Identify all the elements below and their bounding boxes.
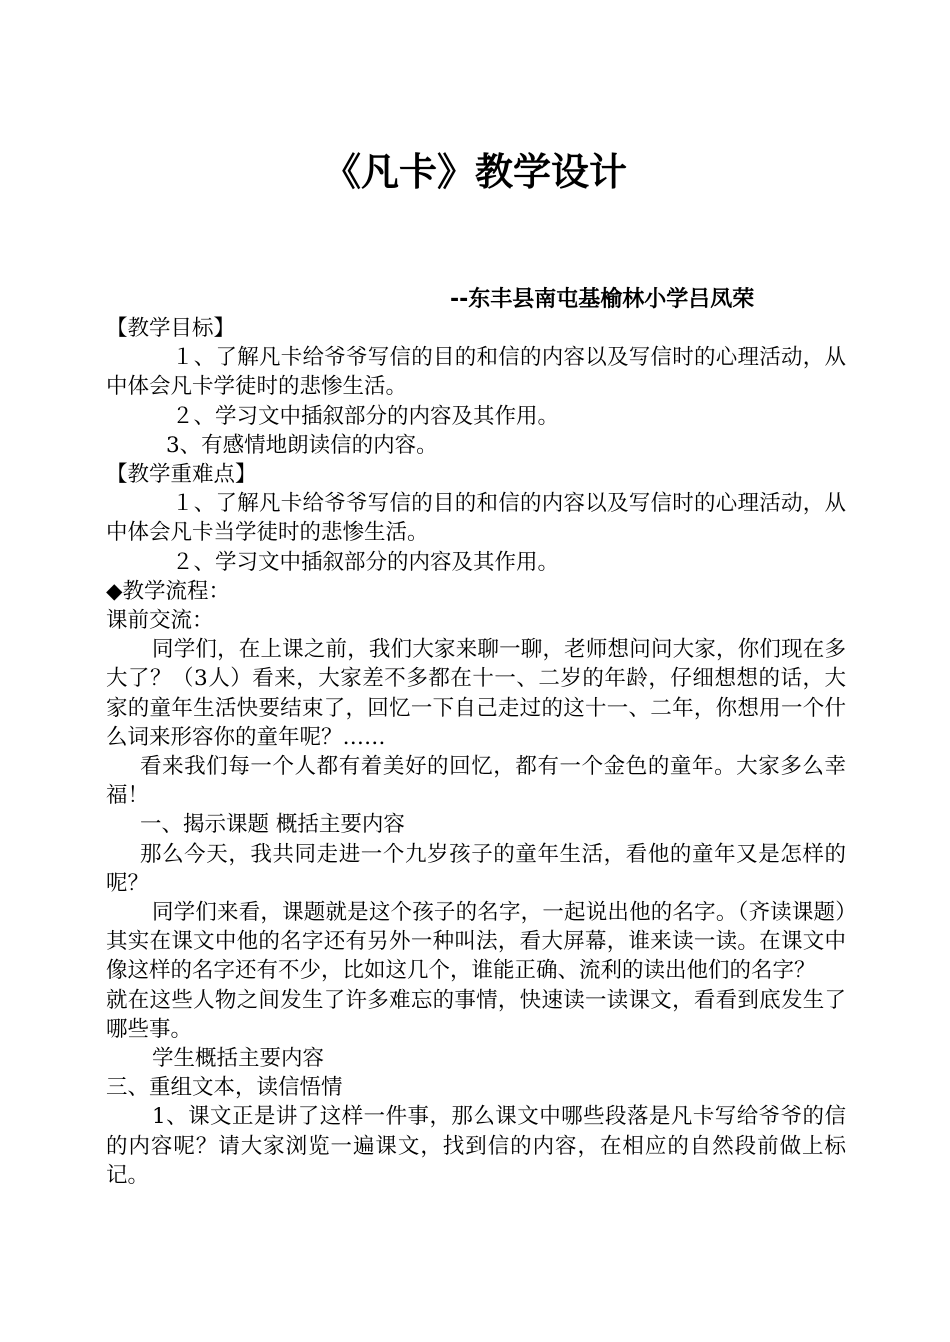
paragraph: 就在这些人物之间发生了许多难忘的事情，快速读一读课文，看看到底发生了哪些事。	[106, 987, 846, 1042]
goal-item-3: 3、有感情地朗读信的内容。	[166, 432, 438, 458]
author-byline: --东丰县南屯基榆林小学吕凤荣	[450, 287, 755, 312]
heading-key-points: 【教学重难点】	[106, 462, 257, 488]
paragraph: 那么今天，我共同走进一个九岁孩子的童年生活，看他的童年又是怎样的呢？	[106, 841, 846, 896]
paragraph: 学生概括主要内容	[152, 1046, 325, 1072]
heading-pre-class: 课前交流：	[106, 608, 214, 634]
paragraph: 看来我们每一个人都有着美好的回忆，都有一个金色的童年。大家多么幸福！	[106, 754, 846, 809]
section-heading-3: 三、重组文本，读信悟情	[106, 1075, 343, 1101]
key-point-2: ２、学习文中插叙部分的内容及其作用。	[172, 549, 560, 575]
goal-item-2: ２、学习文中插叙部分的内容及其作用。	[172, 403, 560, 429]
document-body	[106, 314, 846, 1190]
paragraph: 1、课文正是讲了这样一件事，那么课文中哪些段落是凡卡写给爷爷的信的内容呢？请大家浏览一遍课文，找到信的内容，在相应的自然段前做上标记。	[106, 1104, 846, 1188]
key-point-1: １、了解凡卡给爷爷写信的目的和信的内容以及写信时的心理活动，从中体会凡卡当学徒时的悲惨生活。	[106, 491, 846, 546]
heading-teaching-goals: 【教学目标】	[106, 316, 236, 341]
goal-item-1: １、了解凡卡给爷爷写信的目的和信的内容以及写信时的心理活动，从中体会凡卡学徒时的悲惨生活。	[106, 345, 846, 400]
document-title: 《凡卡》教学设计	[322, 150, 627, 194]
heading-teaching-flow: ◆教学流程：	[106, 578, 231, 604]
paragraph: 同学们来看，课题就是这个孩子的名字，一起说出他的名字。（齐读课题）其实在课文中他的名字还有另外一种叫法，看大屏幕，谁来读一读。在课文中像这样的名字还有不少，比如这几个，谁能正确、流利的读出他们的名字？	[106, 900, 846, 984]
section-heading-1: 一、揭示课题 概括主要内容	[140, 812, 405, 838]
paragraph: 同学们，在上课之前，我们大家来聊一聊，老师想问问大家，你们现在多大了？（3人）看来，大家差不多都在十一、二岁的年龄，仔细想想的话，大家的童年生活快要结束了，回忆一下自己走过的这十一、二年，你想用一个什么词来形容你的童年呢？……	[106, 637, 846, 750]
